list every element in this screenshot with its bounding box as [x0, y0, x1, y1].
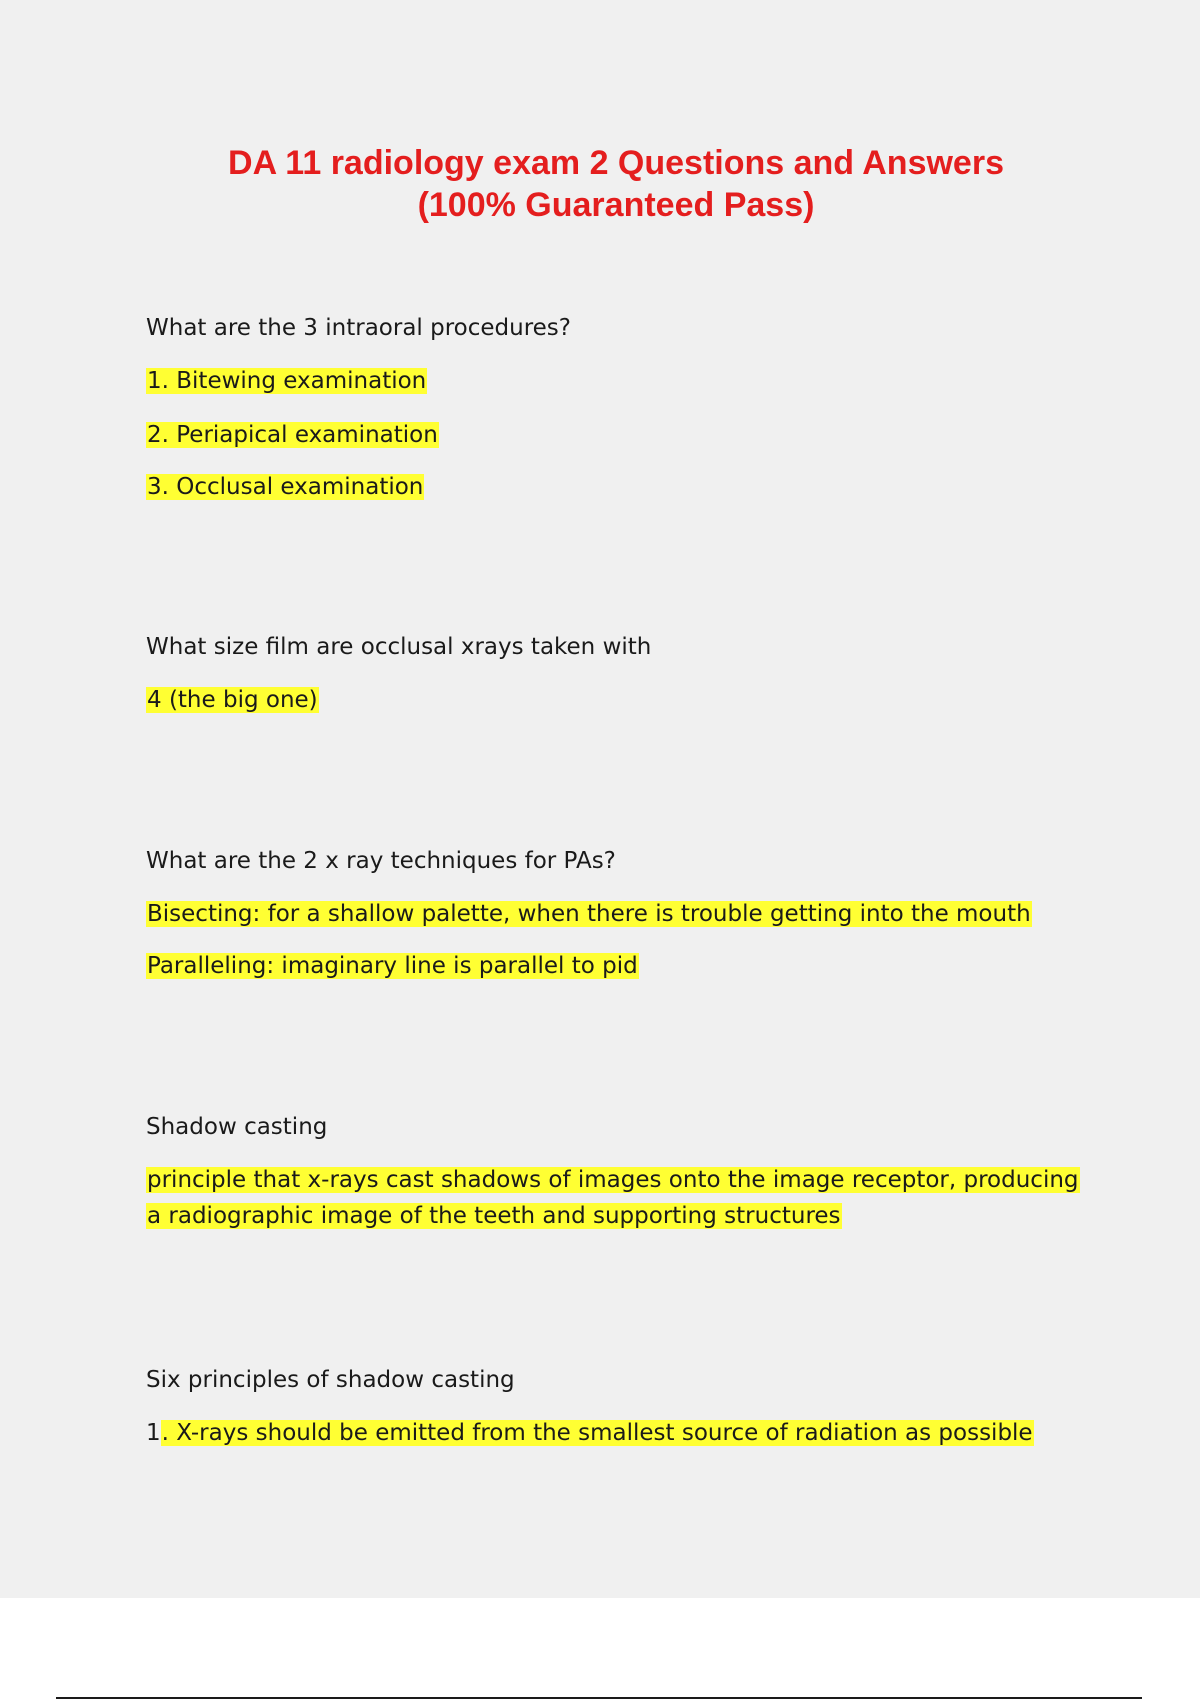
- answer-line: [146, 469, 1096, 505]
- answer-line: [146, 1415, 1096, 1451]
- qa-item-shadow-casting: [146, 1110, 1096, 1234]
- question-text: Six principles of shadow casting: [146, 1367, 515, 1393]
- answer-number: 1: [146, 1420, 161, 1446]
- answer-line: [146, 417, 1096, 453]
- answer-text: . X-rays should be emitted from the smallest source of radiation as possible: [161, 1420, 1033, 1446]
- footer-divider: [56, 1697, 1142, 1699]
- answer-line: [146, 896, 1096, 932]
- answer-line: [146, 948, 1096, 984]
- answer-line: [146, 682, 1096, 718]
- qa-item-pa-techniques: [146, 844, 1096, 984]
- answer-text: principle that x-rays cast shadows of images onto the image receptor, producing a radiographic image of the teeth and supporting structures: [147, 1167, 1079, 1229]
- answer-text: 3. Occlusal examination: [147, 474, 424, 500]
- answer-text: 2. Periapical examination: [147, 422, 438, 448]
- question-text: What are the 3 intraoral procedures?: [146, 315, 571, 341]
- document-title: [0, 142, 1200, 226]
- title-line-1: DA 11 radiology exam 2 Questions and Answers: [228, 144, 1004, 182]
- answer-line: [146, 363, 1096, 399]
- question-text: What size film are occlusal xrays taken with: [146, 634, 652, 660]
- title-line-2: (100% Guaranteed Pass): [417, 186, 815, 224]
- question-text: What are the 2 x ray techniques for PAs?: [146, 848, 616, 874]
- answer-line: [146, 1162, 1096, 1234]
- qa-item-occlusal-film-size: [146, 630, 1096, 718]
- answer-text: 4 (the big one): [147, 687, 318, 713]
- answer-text: 1. Bitewing examination: [147, 368, 427, 394]
- qa-item-intraoral-procedures: [146, 311, 1096, 505]
- answer-text: Bisecting: for a shallow palette, when there is trouble getting into the mouth: [147, 901, 1031, 927]
- qa-item-six-principles: [146, 1363, 1096, 1451]
- question-text: Shadow casting: [146, 1114, 328, 1140]
- answer-text: Paralleling: imaginary line is parallel to pid: [147, 953, 638, 979]
